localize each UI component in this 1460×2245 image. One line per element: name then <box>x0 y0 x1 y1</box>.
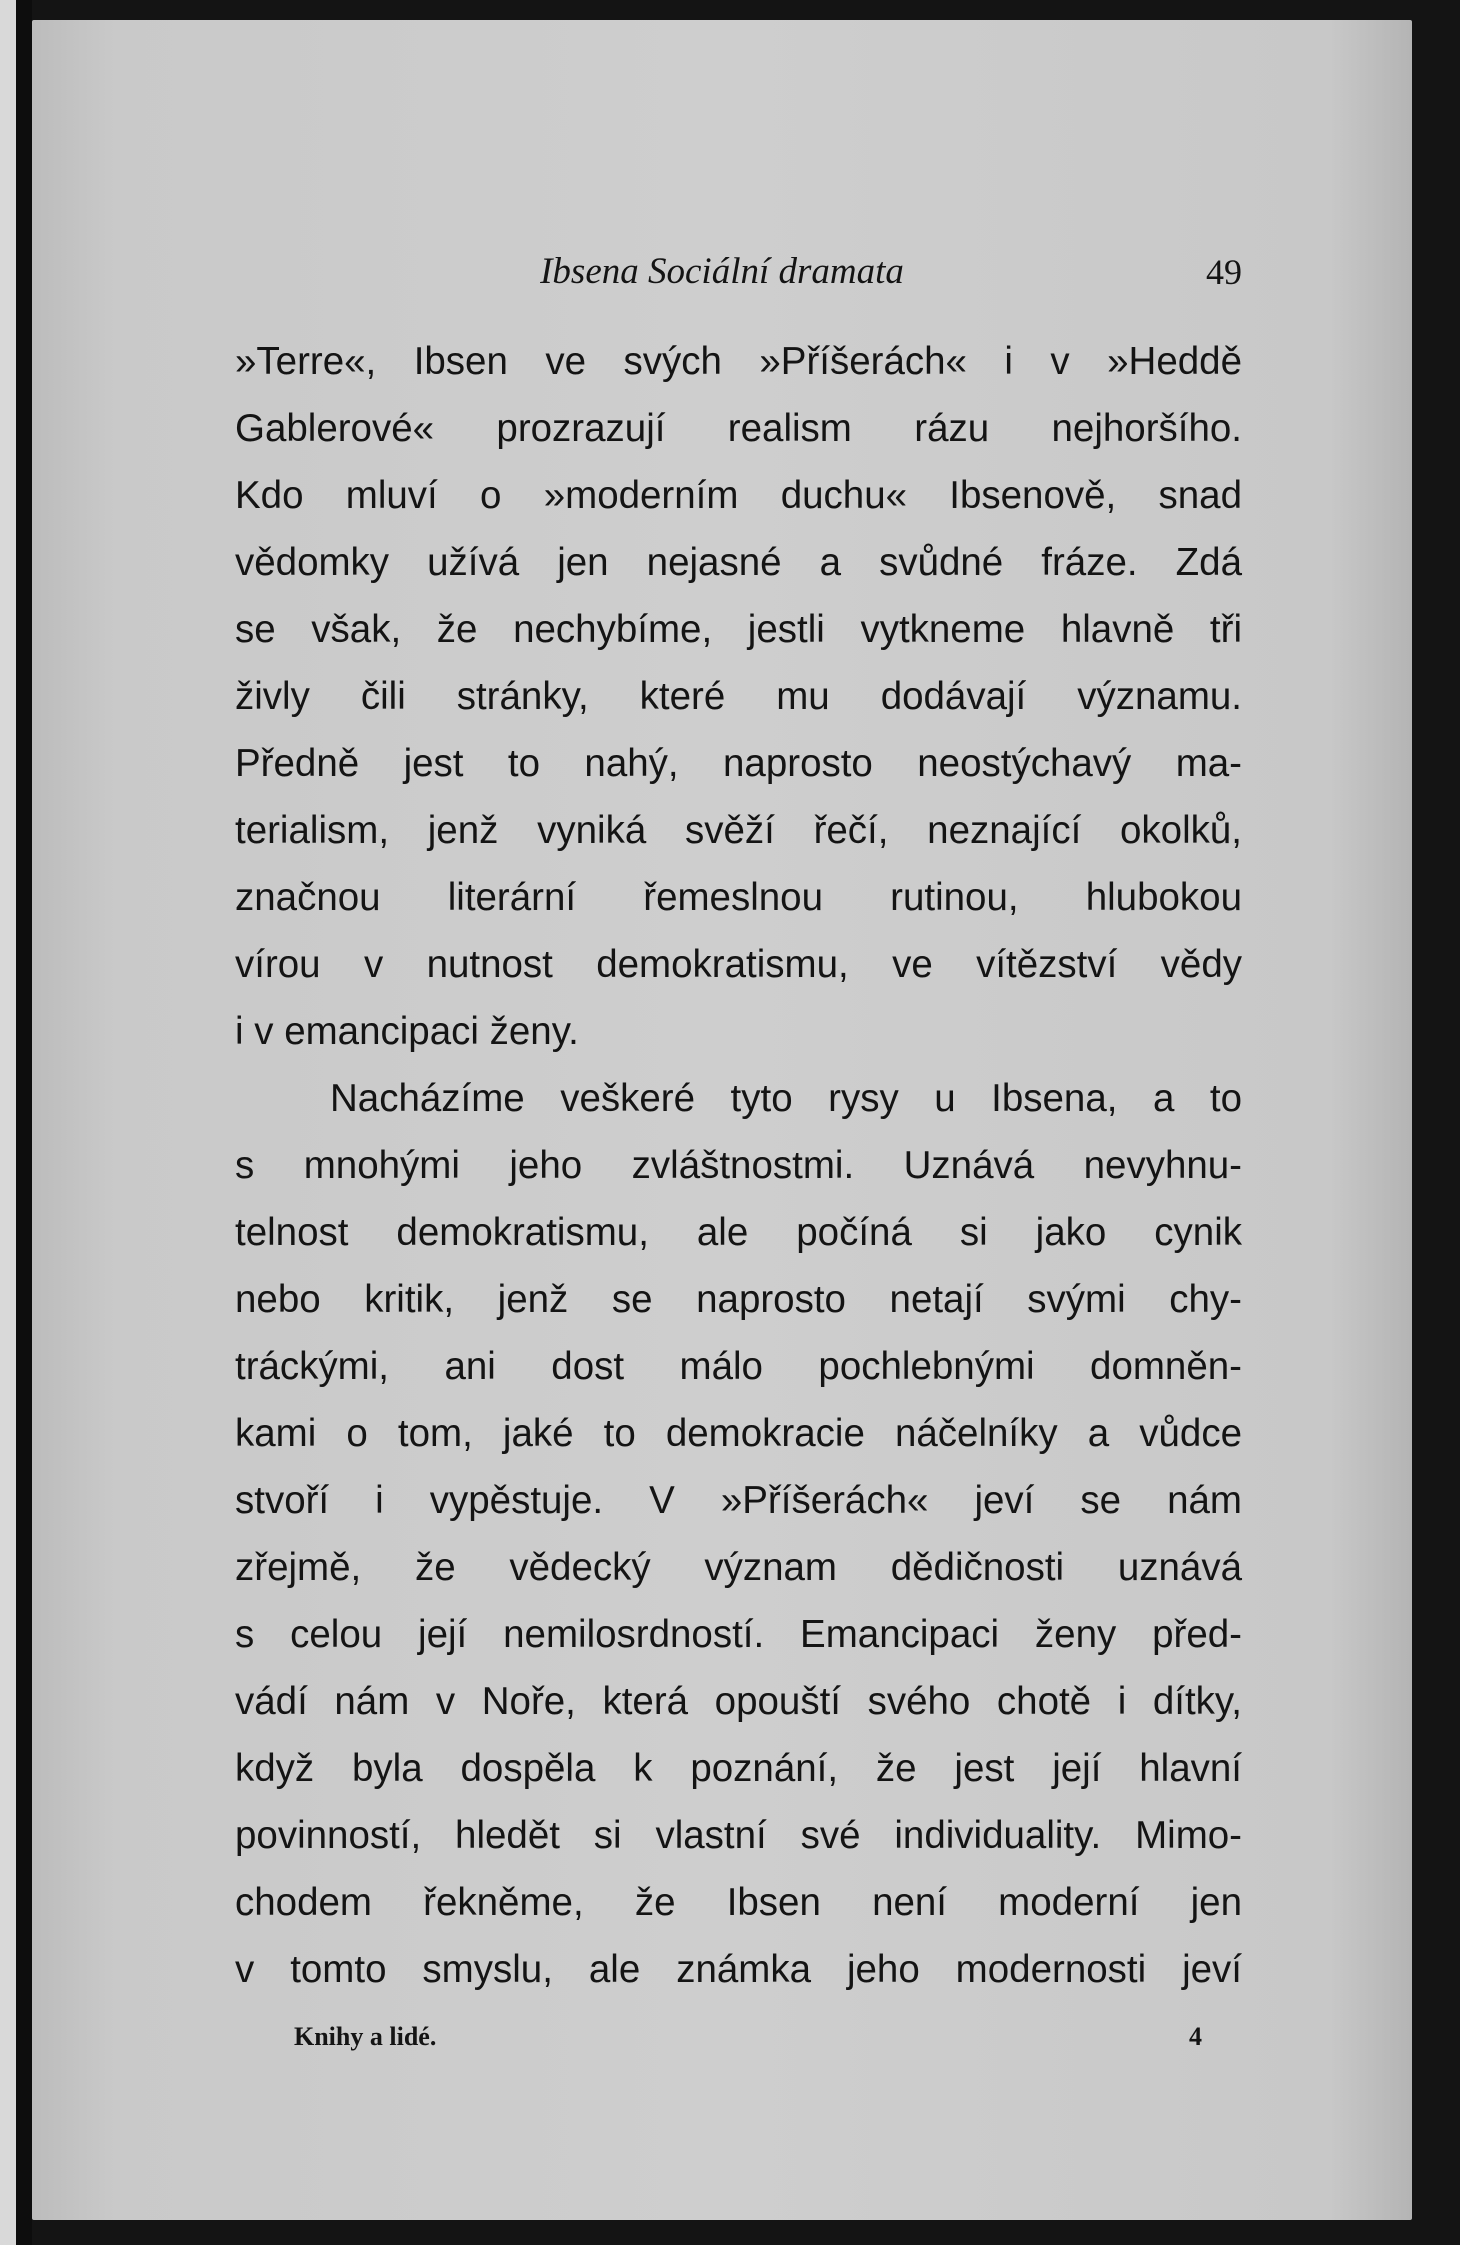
text-line: nebo kritik, jenž se naprosto netají svými chy- <box>235 1278 1242 1321</box>
scan-edge <box>0 0 16 2245</box>
text-line: povinností, hledět si vlastní své individuality. Mimo- <box>235 1814 1242 1857</box>
text-line: stvoří i vypěstuje. V »Příšerách« jeví se nám <box>235 1479 1242 1522</box>
page-number: 49 <box>1206 252 1242 292</box>
scan-edge-shadow <box>16 0 32 2245</box>
text-line: vádí nám v Noře, která opouští svého chotě i dítky, <box>235 1680 1242 1723</box>
text-line: vírou v nutnost demokratismu, ve vítězství vědy <box>235 943 1242 986</box>
text-line: s mnohými jeho zvláštnostmi. Uznává nevyhnu- <box>235 1144 1242 1187</box>
book-page <box>32 20 1412 2220</box>
text-line: i v emancipaci ženy. <box>235 1010 579 1053</box>
text-line: terialism, jenž vyniká svěží řečí, neznající okolků, <box>235 809 1242 852</box>
page-header <box>32 248 1412 308</box>
text-line: telnost demokratismu, ale počíná si jako cynik <box>235 1211 1242 1254</box>
text-line: zřejmě, že vědecký význam dědičnosti uznává <box>235 1546 1242 1589</box>
text-line: tráckými, ani dost málo pochlebnými domněn- <box>235 1345 1242 1388</box>
text-line: Předně jest to nahý, naprosto neostýchavý ma- <box>235 742 1242 785</box>
body-text <box>235 328 1242 2003</box>
text-line: se však, že nechybíme, jestli vytkneme hlavně tři <box>235 608 1242 651</box>
text-line: v tomto smyslu, ale známka jeho modernosti jeví <box>235 1948 1242 1991</box>
text-line: značnou literární řemeslnou rutinou, hlubokou <box>235 876 1242 919</box>
text-line: »Terre«, Ibsen ve svých »Příšerách« i v »Heddě <box>235 340 1242 383</box>
text-line: vědomky užívá jen nejasné a svůdné fráze. Zdá <box>235 541 1242 584</box>
printer-signature: Knihy a lidé. <box>294 2022 437 2051</box>
page-footer <box>32 2015 1412 2065</box>
signature-number: 4 <box>1189 2022 1202 2051</box>
text-line: s celou její nemilosrdností. Emancipaci ženy před- <box>235 1613 1242 1656</box>
text-line: Kdo mluví o »moderním duchu« Ibsenově, snad <box>235 474 1242 517</box>
text-line: Gablerové« prozrazují realism rázu nejhoršího. <box>235 407 1242 450</box>
paragraph-start-line: Nacházíme veškeré tyto rysy u Ibsena, a to <box>330 1077 1242 1120</box>
text-line: kami o tom, jaké to demokracie náčelníky a vůdce <box>235 1412 1242 1455</box>
running-title: Ibsena Sociální dramata <box>540 251 904 292</box>
text-line: když byla dospěla k poznání, že jest její hlavní <box>235 1747 1242 1790</box>
text-line: chodem řekněme, že Ibsen není moderní jen <box>235 1881 1242 1924</box>
text-line: živly čili stránky, které mu dodávají významu. <box>235 675 1242 718</box>
